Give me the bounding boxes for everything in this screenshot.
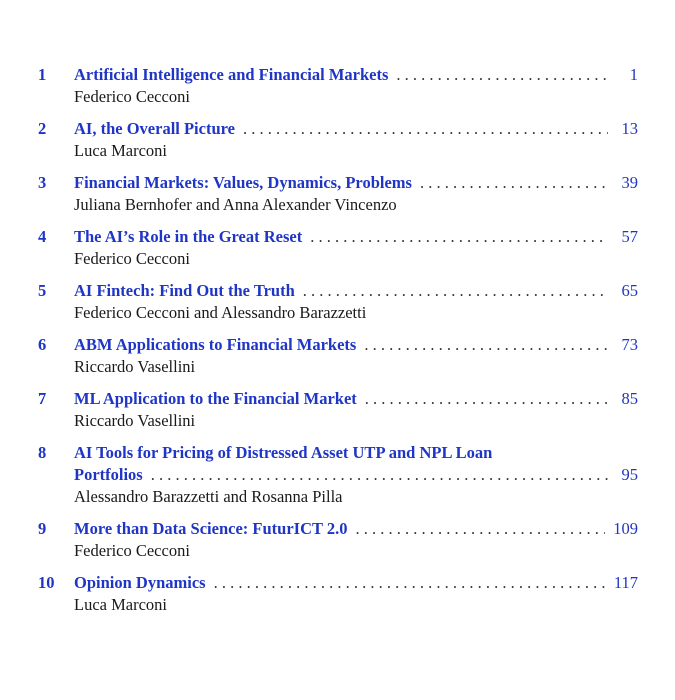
page-number-link[interactable]: 1	[629, 65, 638, 84]
chapter-title-link[interactable]: ABM Applications to Financial Markets	[74, 335, 357, 354]
chapter-title-link[interactable]: AI, the Overall Picture	[74, 119, 235, 138]
page-number-link[interactable]: 109	[613, 519, 638, 538]
chapter-authors: Federico Cecconi	[74, 87, 190, 106]
dot-leader	[310, 226, 608, 248]
page-number-link[interactable]: 95	[621, 465, 638, 484]
toc-entry	[38, 226, 638, 270]
chapter-number: 9	[38, 519, 47, 538]
chapter-authors: Luca Marconi	[74, 595, 167, 614]
toc-entry	[38, 442, 638, 508]
chapter-title-link[interactable]: AI Fintech: Find Out the Truth	[74, 281, 295, 300]
chapter-number: 5	[38, 281, 47, 300]
toc-entry	[38, 280, 638, 324]
chapter-title-link[interactable]: AI Tools for Pricing of Distressed Asset UTP and NPL Loan	[74, 443, 493, 462]
page-number-link[interactable]: 65	[621, 281, 638, 300]
chapter-number: 4	[38, 227, 47, 246]
chapter-title-link[interactable]: More than Data Science: FuturICT 2.0	[74, 519, 348, 538]
table-of-contents	[38, 64, 638, 616]
chapter-authors: Federico Cecconi	[74, 249, 190, 268]
page-number-link[interactable]: 13	[621, 119, 638, 138]
dot-leader	[396, 64, 608, 86]
dot-leader	[243, 118, 608, 140]
page-number-link[interactable]: 85	[621, 389, 638, 408]
chapter-title-link[interactable]: Financial Markets: Values, Dynamics, Problems	[74, 173, 412, 192]
chapter-authors: Federico Cecconi	[74, 541, 190, 560]
chapter-number: 2	[38, 119, 47, 138]
dot-leader	[420, 172, 608, 194]
chapter-number: 6	[38, 335, 47, 354]
chapter-title-link[interactable]: Opinion Dynamics	[74, 573, 206, 592]
page-number-link[interactable]: 73	[621, 335, 638, 354]
chapter-authors: Alessandro Barazzetti and Rosanna Pilla	[74, 487, 343, 506]
chapter-number: 10	[38, 573, 55, 592]
toc-entry	[38, 518, 638, 562]
page-number-link[interactable]: 39	[621, 173, 638, 192]
chapter-title-link[interactable]: Artificial Intelligence and Financial Markets	[74, 65, 389, 84]
dot-leader	[365, 388, 608, 410]
dot-leader	[214, 572, 606, 594]
chapter-title-link[interactable]: ML Application to the Financial Market	[74, 389, 357, 408]
chapter-authors: Federico Cecconi and Alessandro Barazzetti	[74, 303, 367, 322]
dot-leader	[303, 280, 608, 302]
chapter-number: 7	[38, 389, 47, 408]
toc-entry	[38, 572, 638, 616]
toc-entry	[38, 334, 638, 378]
chapter-authors: Luca Marconi	[74, 141, 167, 160]
page-number-link[interactable]: 117	[613, 573, 638, 592]
toc-entry	[38, 172, 638, 216]
toc-entry	[38, 64, 638, 108]
chapter-title-link-continued[interactable]: Portfolios	[74, 465, 143, 484]
chapter-number: 1	[38, 65, 47, 84]
toc-entry	[38, 388, 638, 432]
chapter-authors: Juliana Bernhofer and Anna Alexander Vincenzo	[74, 195, 397, 214]
chapter-number: 8	[38, 443, 47, 462]
chapter-authors: Riccardo Vasellini	[74, 411, 196, 430]
dot-leader	[364, 334, 608, 356]
chapter-authors: Riccardo Vasellini	[74, 357, 196, 376]
chapter-title-link[interactable]: The AI’s Role in the Great Reset	[74, 227, 303, 246]
toc-entry	[38, 118, 638, 162]
dot-leader	[151, 464, 608, 486]
page-number-link[interactable]: 57	[621, 227, 638, 246]
chapter-number: 3	[38, 173, 47, 192]
dot-leader	[355, 518, 605, 540]
